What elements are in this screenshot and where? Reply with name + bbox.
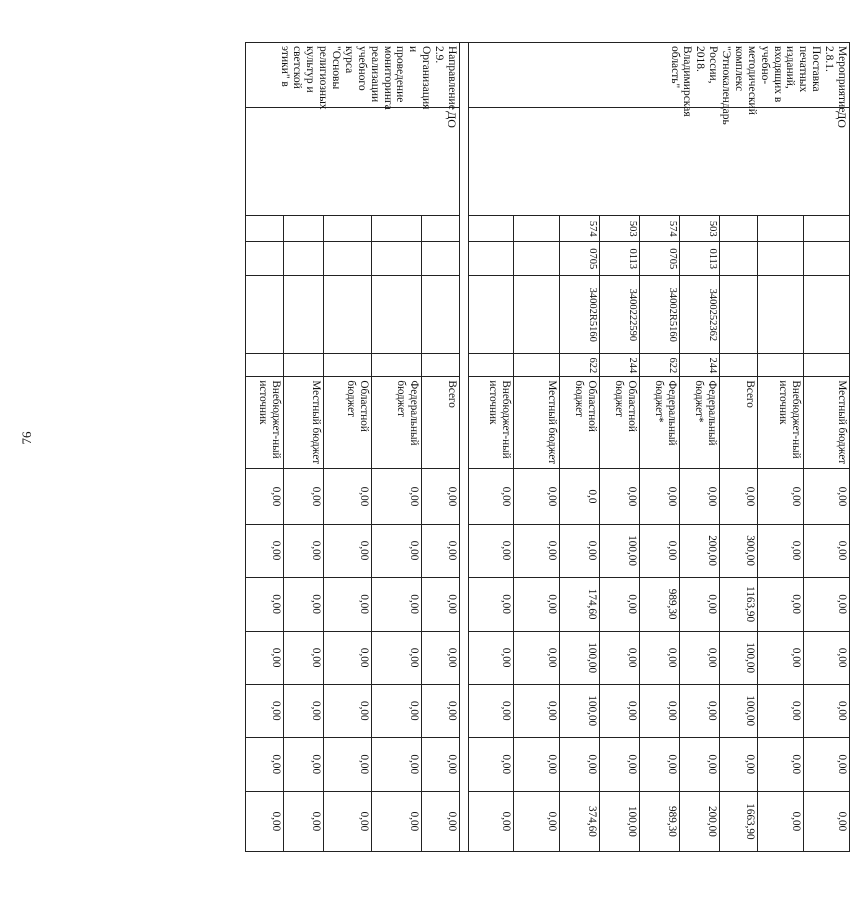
target-article-code: [422, 276, 460, 354]
expense-type-code: [469, 354, 514, 377]
total-value: 0,00: [372, 791, 422, 851]
year-value: 1163,90: [720, 577, 758, 631]
year-value: 0,00: [514, 524, 560, 577]
year-value: 0,00: [600, 577, 640, 631]
year-value: 0,00: [372, 631, 422, 684]
grbs-code: [324, 216, 372, 242]
section-code: 0113: [600, 242, 640, 276]
year-value: 0,00: [804, 684, 850, 737]
year-value: 100,00: [560, 631, 600, 684]
target-article-code: [324, 276, 372, 354]
year-value: 0,00: [804, 577, 850, 631]
total-value: 0,00: [246, 791, 284, 851]
grbs-code: 503: [600, 216, 640, 242]
funding-source: Федеральный бюджет: [372, 377, 422, 469]
year-value: 0,00: [324, 631, 372, 684]
year-value: 0,00: [600, 469, 640, 524]
year-value: 0,00: [640, 737, 680, 791]
total-value: 0,00: [324, 791, 372, 851]
year-value: 0,00: [720, 469, 758, 524]
expense-type-code: [422, 354, 460, 377]
section-code: [514, 242, 560, 276]
target-article-code: [804, 276, 850, 354]
year-value: 0,00: [758, 631, 804, 684]
year-value: 0,00: [324, 737, 372, 791]
year-value: 0,00: [422, 737, 460, 791]
year-value: 0,00: [804, 524, 850, 577]
year-value: 0,00: [758, 684, 804, 737]
grbs-code: [469, 216, 514, 242]
year-value: 0,00: [560, 524, 600, 577]
activity-name: Мероприятие 2.8.1. Поставка печатных изданий, входящих в учебно-методический комплекс "Этнокалендарь России, 2018. Владимирская область": [469, 43, 850, 108]
budget-table: [245, 42, 850, 852]
year-value: 0,00: [284, 631, 324, 684]
target-article-code: 34002R5160: [640, 276, 680, 354]
section-code: [372, 242, 422, 276]
funding-source: Всего: [720, 377, 758, 469]
target-article-code: 3400222590: [600, 276, 640, 354]
expense-type-code: [284, 354, 324, 377]
target-article-code: [514, 276, 560, 354]
year-value: 0,00: [246, 737, 284, 791]
year-value: 0,00: [514, 737, 560, 791]
funding-source: Областной бюджет: [324, 377, 372, 469]
target-article-code: 34002R5160: [560, 276, 600, 354]
year-value: 0,00: [422, 577, 460, 631]
grbs-code: [758, 216, 804, 242]
year-value: 0,00: [324, 577, 372, 631]
year-value: 0,00: [640, 631, 680, 684]
year-value: 0,00: [758, 737, 804, 791]
expense-type-code: [758, 354, 804, 377]
year-value: 0,00: [324, 684, 372, 737]
year-value: 300,00: [720, 524, 758, 577]
year-value: 0,00: [680, 469, 720, 524]
section-code: [758, 242, 804, 276]
expense-type-code: 622: [640, 354, 680, 377]
grbs-code: [804, 216, 850, 242]
year-value: 0,00: [600, 737, 640, 791]
target-article-code: [720, 276, 758, 354]
funding-source: Местный бюджет: [284, 377, 324, 469]
year-value: 0,00: [246, 684, 284, 737]
year-value: 0,00: [758, 524, 804, 577]
year-value: 0,00: [804, 737, 850, 791]
year-value: 0,00: [640, 469, 680, 524]
year-value: 100,00: [720, 684, 758, 737]
funding-source: Внебюджет-ный источник: [469, 377, 514, 469]
total-value: 1663,90: [720, 791, 758, 851]
year-value: 0,00: [372, 577, 422, 631]
year-value: 0,00: [514, 577, 560, 631]
year-value: 0,00: [600, 631, 640, 684]
executor: ДО: [469, 108, 850, 216]
year-value: 200,00: [680, 524, 720, 577]
page-number: 76: [19, 431, 34, 445]
activity-name: Направление 2.9. Организация и проведение мониторинга реализации учебного курса "Основы религиозных культур и светской этики" в: [246, 43, 460, 108]
funding-source: Областной бюджет: [560, 377, 600, 469]
year-value: 0,00: [514, 469, 560, 524]
year-value: 0,00: [422, 631, 460, 684]
year-value: 0,00: [680, 577, 720, 631]
target-article-code: [758, 276, 804, 354]
grbs-code: 503: [680, 216, 720, 242]
year-value: 0,00: [560, 737, 600, 791]
section-code: [324, 242, 372, 276]
total-value: 0,00: [758, 791, 804, 851]
expense-type-code: [514, 354, 560, 377]
expense-type-code: [324, 354, 372, 377]
year-value: 0,00: [514, 684, 560, 737]
block-separator: [460, 43, 469, 852]
grbs-code: [284, 216, 324, 242]
year-value: 0,00: [720, 737, 758, 791]
table-body: [246, 43, 850, 852]
year-value: 0,00: [640, 684, 680, 737]
expense-type-code: [246, 354, 284, 377]
section-code: [246, 242, 284, 276]
table-row: [422, 43, 460, 852]
section-code: [804, 242, 850, 276]
section-code: [720, 242, 758, 276]
year-value: 0,00: [372, 684, 422, 737]
total-value: 0,00: [804, 791, 850, 851]
year-value: 0,00: [246, 577, 284, 631]
year-value: 0,00: [640, 524, 680, 577]
funding-source: Областной бюджет: [600, 377, 640, 469]
year-value: 0,00: [246, 469, 284, 524]
year-value: 0,00: [284, 684, 324, 737]
year-value: 0,00: [804, 631, 850, 684]
total-value: 989,30: [640, 791, 680, 851]
year-value: 0,00: [680, 631, 720, 684]
year-value: 0,00: [758, 469, 804, 524]
year-value: 0,00: [284, 577, 324, 631]
total-value: 374,60: [560, 791, 600, 851]
funding-source: Федеральный бюджет*: [640, 377, 680, 469]
year-value: 0,00: [372, 469, 422, 524]
executor: ДО: [246, 108, 460, 216]
year-value: 0,00: [469, 577, 514, 631]
table-row: [804, 43, 850, 852]
funding-source: Местный бюджет: [514, 377, 560, 469]
funding-source: Федеральный бюджет*: [680, 377, 720, 469]
expense-type-code: [720, 354, 758, 377]
year-value: 0,00: [324, 469, 372, 524]
grbs-code: [246, 216, 284, 242]
target-article-code: 3400252362: [680, 276, 720, 354]
total-value: 0,00: [284, 791, 324, 851]
funding-source: Местный бюджет: [804, 377, 850, 469]
year-value: 100,00: [560, 684, 600, 737]
grbs-code: [422, 216, 460, 242]
expense-type-code: 244: [680, 354, 720, 377]
expense-type-code: 244: [600, 354, 640, 377]
year-value: 0,0: [560, 469, 600, 524]
year-value: 0,00: [422, 684, 460, 737]
grbs-code: 574: [640, 216, 680, 242]
funding-source: Внебюджет-ный источник: [246, 377, 284, 469]
grbs-code: [514, 216, 560, 242]
year-value: 0,00: [422, 469, 460, 524]
section-code: [422, 242, 460, 276]
year-value: 0,00: [600, 684, 640, 737]
year-value: 0,00: [372, 737, 422, 791]
total-value: 0,00: [422, 791, 460, 851]
grbs-code: [372, 216, 422, 242]
section-code: 0705: [560, 242, 600, 276]
target-article-code: [284, 276, 324, 354]
section-code: [469, 242, 514, 276]
year-value: 0,00: [469, 469, 514, 524]
year-value: 0,00: [422, 524, 460, 577]
expense-type-code: [804, 354, 850, 377]
year-value: 0,00: [246, 524, 284, 577]
budget-table-rotated: [257, 42, 850, 852]
year-value: 0,00: [514, 631, 560, 684]
year-value: 100,00: [600, 524, 640, 577]
section-code: [284, 242, 324, 276]
year-value: 0,00: [758, 577, 804, 631]
total-value: 200,00: [680, 791, 720, 851]
funding-source: Внебюджет-ный источник: [758, 377, 804, 469]
grbs-code: [720, 216, 758, 242]
year-value: 0,00: [804, 469, 850, 524]
year-value: 100,00: [720, 631, 758, 684]
year-value: 0,00: [324, 524, 372, 577]
expense-type-code: [372, 354, 422, 377]
section-code: 0705: [640, 242, 680, 276]
year-value: 0,00: [284, 524, 324, 577]
year-value: 0,00: [469, 737, 514, 791]
expense-type-code: 622: [560, 354, 600, 377]
year-value: 0,00: [469, 631, 514, 684]
year-value: 989,30: [640, 577, 680, 631]
year-value: 0,00: [469, 524, 514, 577]
year-value: 174,60: [560, 577, 600, 631]
section-code: 0113: [680, 242, 720, 276]
total-value: 0,00: [514, 791, 560, 851]
year-value: 0,00: [246, 631, 284, 684]
target-article-code: [469, 276, 514, 354]
total-value: 100,00: [600, 791, 640, 851]
total-value: 0,00: [469, 791, 514, 851]
grbs-code: 574: [560, 216, 600, 242]
year-value: 0,00: [680, 684, 720, 737]
year-value: 0,00: [284, 737, 324, 791]
funding-source: Всего: [422, 377, 460, 469]
year-value: 0,00: [284, 469, 324, 524]
year-value: 0,00: [469, 684, 514, 737]
target-article-code: [246, 276, 284, 354]
year-value: 0,00: [372, 524, 422, 577]
year-value: 0,00: [680, 737, 720, 791]
target-article-code: [372, 276, 422, 354]
